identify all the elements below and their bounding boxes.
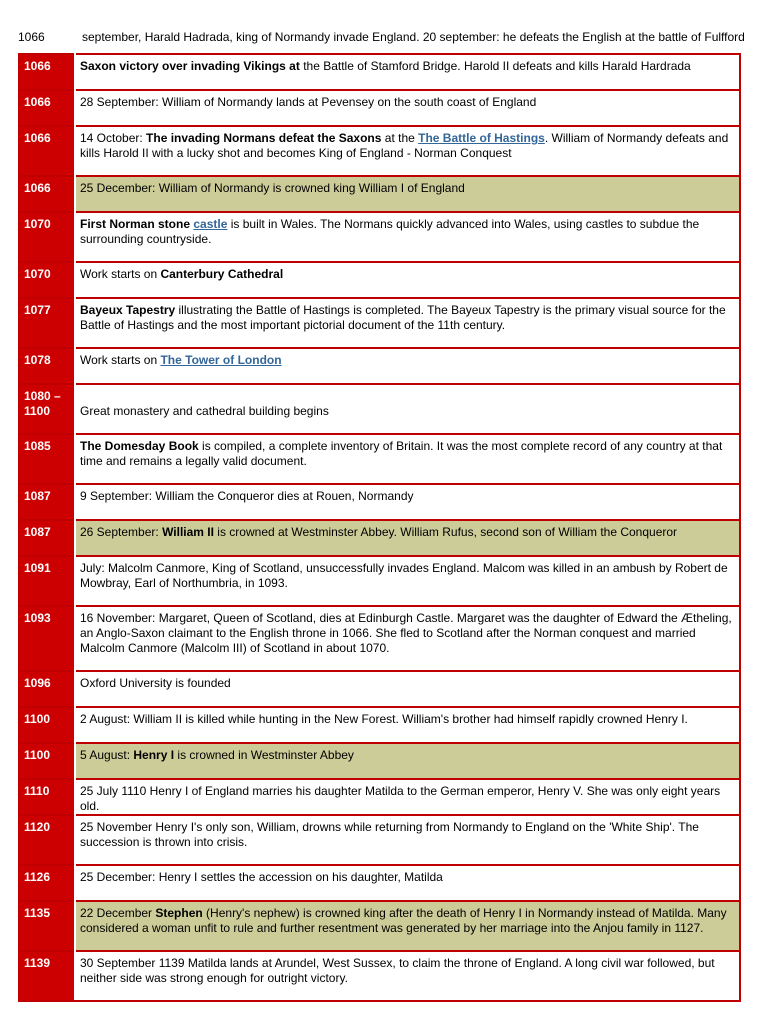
row-event [75,901,740,951]
event-text: is crowned in Westminster Abbey [174,748,354,762]
row-year: 1085 [19,434,75,484]
timeline-row [19,606,740,671]
row-year: 1066 [19,126,75,176]
row-year: 1126 [19,865,75,901]
event-text: illustrating the Battle of Hastings is completed. The Bayeux Tapestry is the primary visual source for the Battle of Hastings and the most important pictorial document of the 11th century. [80,303,726,332]
event-text: 30 September 1139 Matilda lands at Arundel, West Sussex, to claim the throne of England. A long civil war followed, but neither side was strong enough for outright victory. [80,956,715,985]
event-text: Work starts on [80,353,161,367]
event-text: 5 August: [80,748,134,762]
intro-year: 1066 [18,30,45,44]
timeline-row [19,779,740,815]
row-event [75,743,740,779]
timeline-row [19,865,740,901]
event-text: 25 July 1110 Henry I of England marries his daughter Matilda to the German emperor, Henry V. She was only eight years old. [80,784,721,813]
timeline-row [19,212,740,262]
timeline-row [19,434,740,484]
row-event [75,951,740,1001]
event-bold-text: Saxon victory over invading Vikings at [80,59,300,73]
timeline-row [19,743,740,779]
event-link[interactable]: The Battle of Hastings [418,131,545,145]
row-year: 1066 [19,176,75,212]
row-year: 1093 [19,606,75,671]
event-text: 2 August: William II is killed while hunting in the New Forest. William's brother had himself rapidly crowned Henry I. [80,712,688,726]
event-bold-text: William II [162,525,214,539]
row-year: 1087 [19,484,75,520]
row-event [75,707,740,743]
row-event [75,779,740,815]
event-text: the Battle of Stamford Bridge. Harold II defeats and kills Harald Hardrada [299,59,691,73]
row-event [75,556,740,606]
row-year: 1096 [19,671,75,707]
row-event [75,484,740,520]
intro-line [18,30,758,46]
row-event [75,348,740,384]
event-text: (Henry's nephew) is crowned king after the death of Henry I in Normandy instead of Matilda. Many considered a woman unfit to rule and further resentment was generated by her marriage into the Anjou family in 1127. [80,906,727,935]
timeline-row [19,348,740,384]
timeline-row [19,176,740,212]
row-event [75,212,740,262]
event-text: 9 September: William the Conqueror dies at Rouen, Normandy [80,489,414,503]
timeline-row [19,298,740,348]
timeline-row [19,671,740,707]
event-text: Oxford University is founded [80,676,231,690]
timeline-row [19,90,740,126]
timeline-row [19,815,740,865]
event-bold-text: Bayeux Tapestry [80,303,176,317]
event-text: 25 November Henry I's only son, William, drowns while returning from Normandy to England on the 'White Ship'. The succession is thrown into crisis. [80,820,699,849]
row-event [75,865,740,901]
timeline-table [18,53,741,1002]
row-year: 1110 [19,779,75,815]
row-year: 1077 [19,298,75,348]
event-bold-text: The Domesday Book [80,439,199,453]
row-year: 1091 [19,556,75,606]
event-text: 26 September: [80,525,163,539]
event-text: is compiled, a complete inventory of Britain. It was the most complete record of any country at that time and remains a legally valid document. [80,439,723,468]
event-bold-text: Stephen [155,906,203,920]
timeline-row [19,556,740,606]
row-year: 1139 [19,951,75,1001]
row-year: 1135 [19,901,75,951]
row-year: 1070 [19,262,75,298]
row-event [75,520,740,556]
timeline-row [19,384,740,434]
row-year: 1066 [19,54,75,90]
row-event [75,176,740,212]
timeline-row [19,126,740,176]
timeline-row [19,520,740,556]
row-event [75,384,740,434]
event-text: July: Malcolm Canmore, King of Scotland, unsuccessfully invades England. Malcom was killed in an ambush by Robert de Mowbray, Earl of Northumbria, in 1093. [80,561,728,590]
row-event [75,815,740,865]
timeline-row [19,951,740,1001]
row-year: 1120 [19,815,75,865]
event-bold-text: Henry I [133,748,175,762]
timeline-row [19,262,740,298]
row-event [75,298,740,348]
row-event [75,262,740,298]
row-year: 1066 [19,90,75,126]
event-text: 22 December [80,906,156,920]
event-text: 28 September: William of Normandy lands at Pevensey on the south coast of England [80,95,537,109]
event-bold-text: The invading Normans defeat the Saxons [146,131,382,145]
row-year: 1100 [19,743,75,779]
event-text: 16 November: Margaret, Queen of Scotland, dies at Edinburgh Castle. Margaret was the daughter of Edward the Ætheling, an Anglo-Saxon claimant to the English throne in 1066. She fled to Scotland after the Norman conquest and married Malcolm Canmore (Malcolm III) of Scotland in about 1070. [80,611,732,655]
event-bold-text: Canterbury Cathedral [160,267,284,281]
event-text: 25 December: Henry I settles the accession on his daughter, Matilda [80,870,443,884]
event-text: Work starts on [80,267,161,281]
row-year: 1078 [19,348,75,384]
timeline-row [19,54,740,90]
event-text: Great monastery and cathedral building begins [80,403,329,418]
row-year: 1070 [19,212,75,262]
event-text: is crowned at Westminster Abbey. William Rufus, second son of William the Conqueror [213,525,678,539]
event-link[interactable]: The Tower of London [160,353,282,367]
event-link[interactable]: castle [193,217,228,231]
event-text: at the [381,131,419,145]
row-year: 1080 – 1100 [19,384,75,434]
intro-text: september, Harald Hadrada, king of Normandy invade England. 20 september: he defeats the English at the battle of Fulfford [82,30,745,44]
event-text: . William of Normandy defeats and kills Harold II with a lucky shot and becomes King of England - Norman Conquest [80,131,729,160]
timeline-row [19,901,740,951]
event-text: is built in Wales. The Normans quickly advanced into Wales, using castles to subdue the surrounding countryside. [80,217,700,246]
row-event [75,434,740,484]
row-event [75,54,740,90]
row-year: 1087 [19,520,75,556]
row-event [75,126,740,176]
event-text: 25 December: William of Normandy is crowned king William I of England [80,181,465,195]
timeline-row [19,707,740,743]
row-event [75,90,740,126]
event-text: 14 October: [80,131,147,145]
row-event [75,606,740,671]
row-event [75,671,740,707]
timeline-row [19,484,740,520]
row-year: 1100 [19,707,75,743]
timeline-body [19,54,740,1001]
event-bold-text: First Norman stone [80,217,194,231]
